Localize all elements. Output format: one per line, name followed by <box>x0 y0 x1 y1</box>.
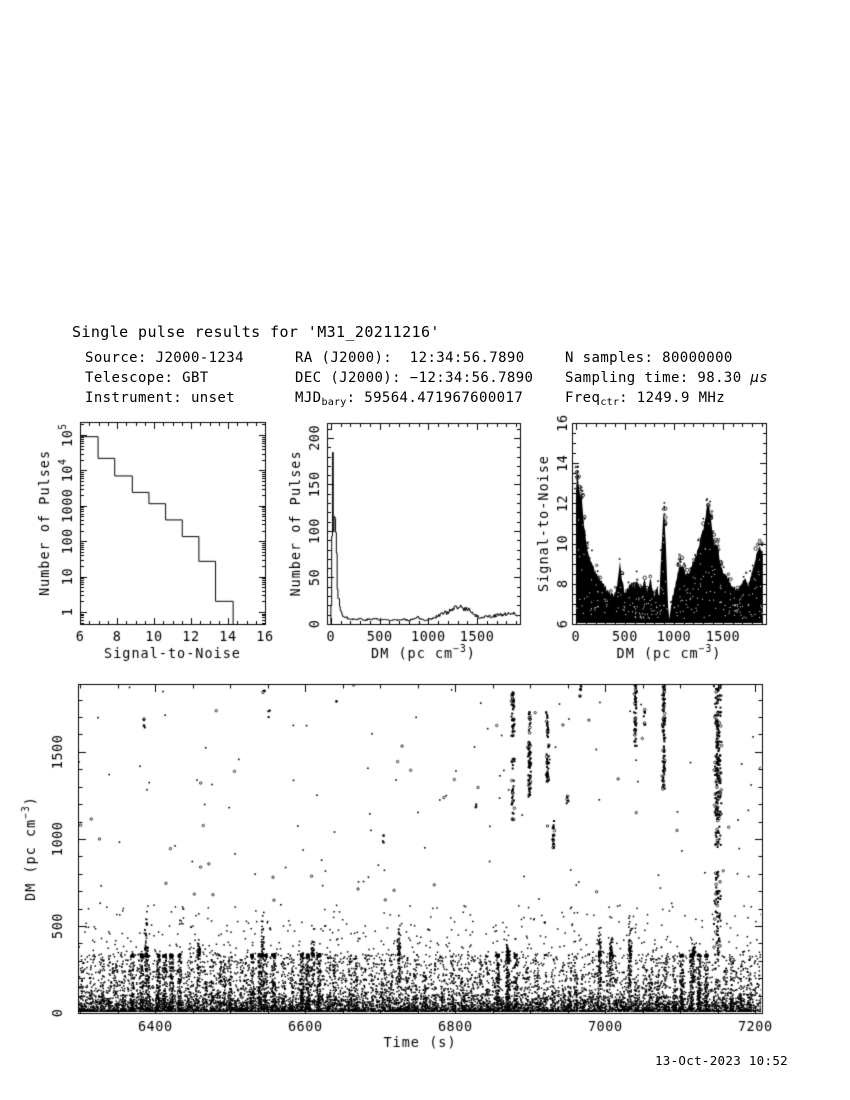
header-column-observation <box>85 350 244 410</box>
header-column-sampling <box>565 350 768 410</box>
info-text: MJD <box>295 390 322 406</box>
info-text: −12:34:56.7890 <box>409 370 534 386</box>
info-text: Freq <box>565 390 601 406</box>
dm-histogram-plot <box>288 408 530 670</box>
info-text: DEC (J2000): <box>295 370 410 386</box>
info-row <box>565 350 768 370</box>
info-text: μs <box>750 370 769 386</box>
info-row <box>85 350 244 370</box>
info-text: Instrument: unset <box>85 390 236 406</box>
info-row <box>295 370 533 390</box>
info-row <box>295 350 533 370</box>
timestamp-label: 13-Oct-2023 10:52 <box>654 1053 788 1068</box>
info-text: RA (J2000): <box>295 350 410 366</box>
info-text: Source: J2000-1234 <box>85 350 244 366</box>
info-row <box>85 370 244 390</box>
info-text: bary <box>321 396 347 408</box>
snr-histogram-plot <box>20 408 288 670</box>
info-text: N samples: 80000000 <box>565 350 733 366</box>
header-column-coordinates <box>295 350 533 410</box>
info-row <box>565 370 768 390</box>
info-row <box>295 390 533 410</box>
info-text: Telescope: GBT <box>85 370 209 386</box>
dm-vs-time-plot <box>12 675 812 1060</box>
info-text: Sampling time: 98.30 <box>565 370 751 386</box>
snr-vs-dm-plot <box>533 408 790 670</box>
info-text: : 59564.471967600017 <box>346 390 524 406</box>
info-text: : 1249.9 MHz <box>619 390 726 406</box>
page-title: Single pulse results for 'M31_20211216' <box>72 323 440 341</box>
info-text: ctr <box>600 396 620 408</box>
info-row <box>565 390 768 410</box>
info-row <box>85 390 244 410</box>
info-text: 12:34:56.7890 <box>409 350 525 366</box>
